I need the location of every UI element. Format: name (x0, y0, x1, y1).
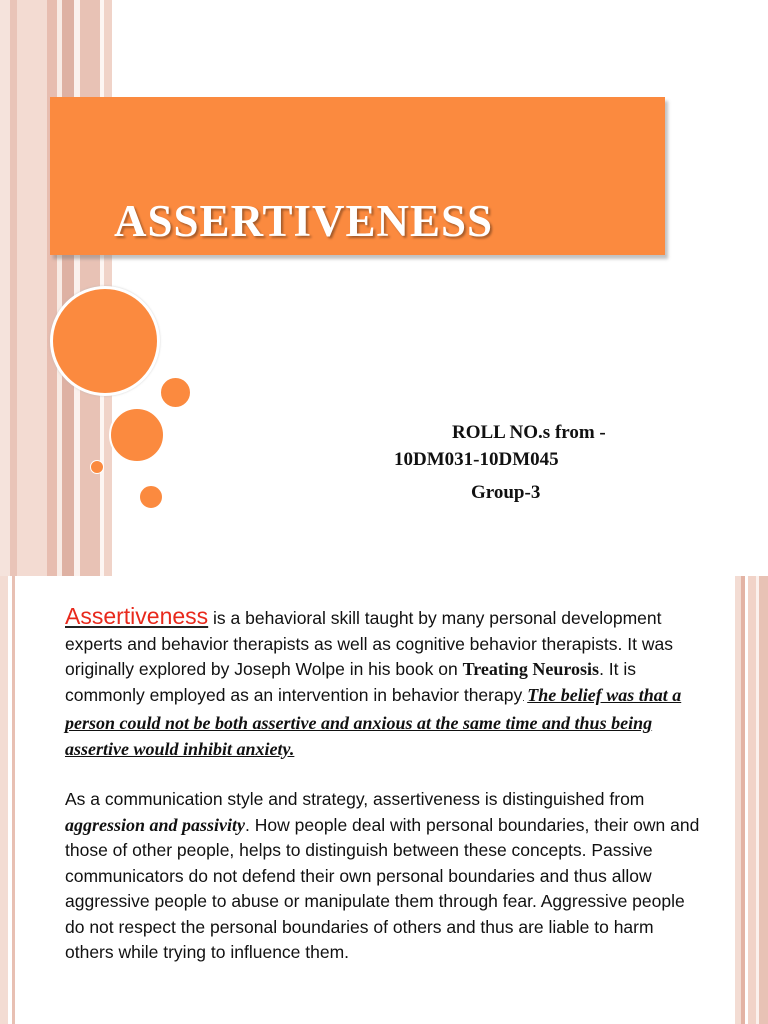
decorative-circle-tiny (90, 460, 104, 474)
book-title: Treating Neurosis (462, 659, 600, 679)
belief-statement: The belief was that a person could not be both assertive and anxious at the same time and thus being assertive would inhibit anxiety. (65, 684, 682, 759)
body-text: As a communication style and strategy, assertiveness is distinguished from (65, 789, 645, 809)
content-slide (0, 576, 768, 1024)
paragraph-definition (65, 604, 705, 762)
decorative-circle-small (159, 376, 192, 409)
right-stripe (748, 576, 756, 1024)
subtitle-group: Group-3 (471, 482, 541, 503)
body-text: is a behavioral skill taught by many personal development experts and behavior therapists as well as cognitive behavior therapists. It was originally explored by Joseph Wolpe in his book on (65, 608, 673, 679)
left-stripe (0, 576, 8, 1024)
separator: . (522, 692, 528, 703)
left-stripe (12, 576, 15, 1024)
right-stripe (741, 576, 745, 1024)
subtitle-roll-range: 10DM031-10DM045 (394, 449, 559, 470)
paragraph-communication (65, 787, 705, 966)
decorative-circle-medium (109, 407, 165, 463)
title-banner (50, 97, 665, 255)
emphasis-text: aggression and passivity (65, 814, 246, 835)
key-term: Assertiveness (65, 603, 209, 629)
subtitle-roll-label: ROLL NO.s from - (452, 422, 606, 443)
slide-title: ASSERTIVENESS (114, 196, 494, 246)
slide-body (65, 604, 705, 966)
right-stripe (759, 576, 768, 1024)
body-text: . It is commonly employed as an intervention in behavior therapy (65, 659, 637, 705)
decorative-circle-large (50, 286, 160, 396)
body-text: . How people deal with personal boundaries, their own and those of other people, helps to distinguish between these concepts. Passive communicators do not defend their own personal boundaries and thus allow aggressive people to abuse or manipulate them through fear. Aggressive people do not respect the personal boundaries of others and thus are liable to harm others while trying to influence them. (65, 814, 700, 962)
decorative-circle-small (138, 484, 164, 510)
